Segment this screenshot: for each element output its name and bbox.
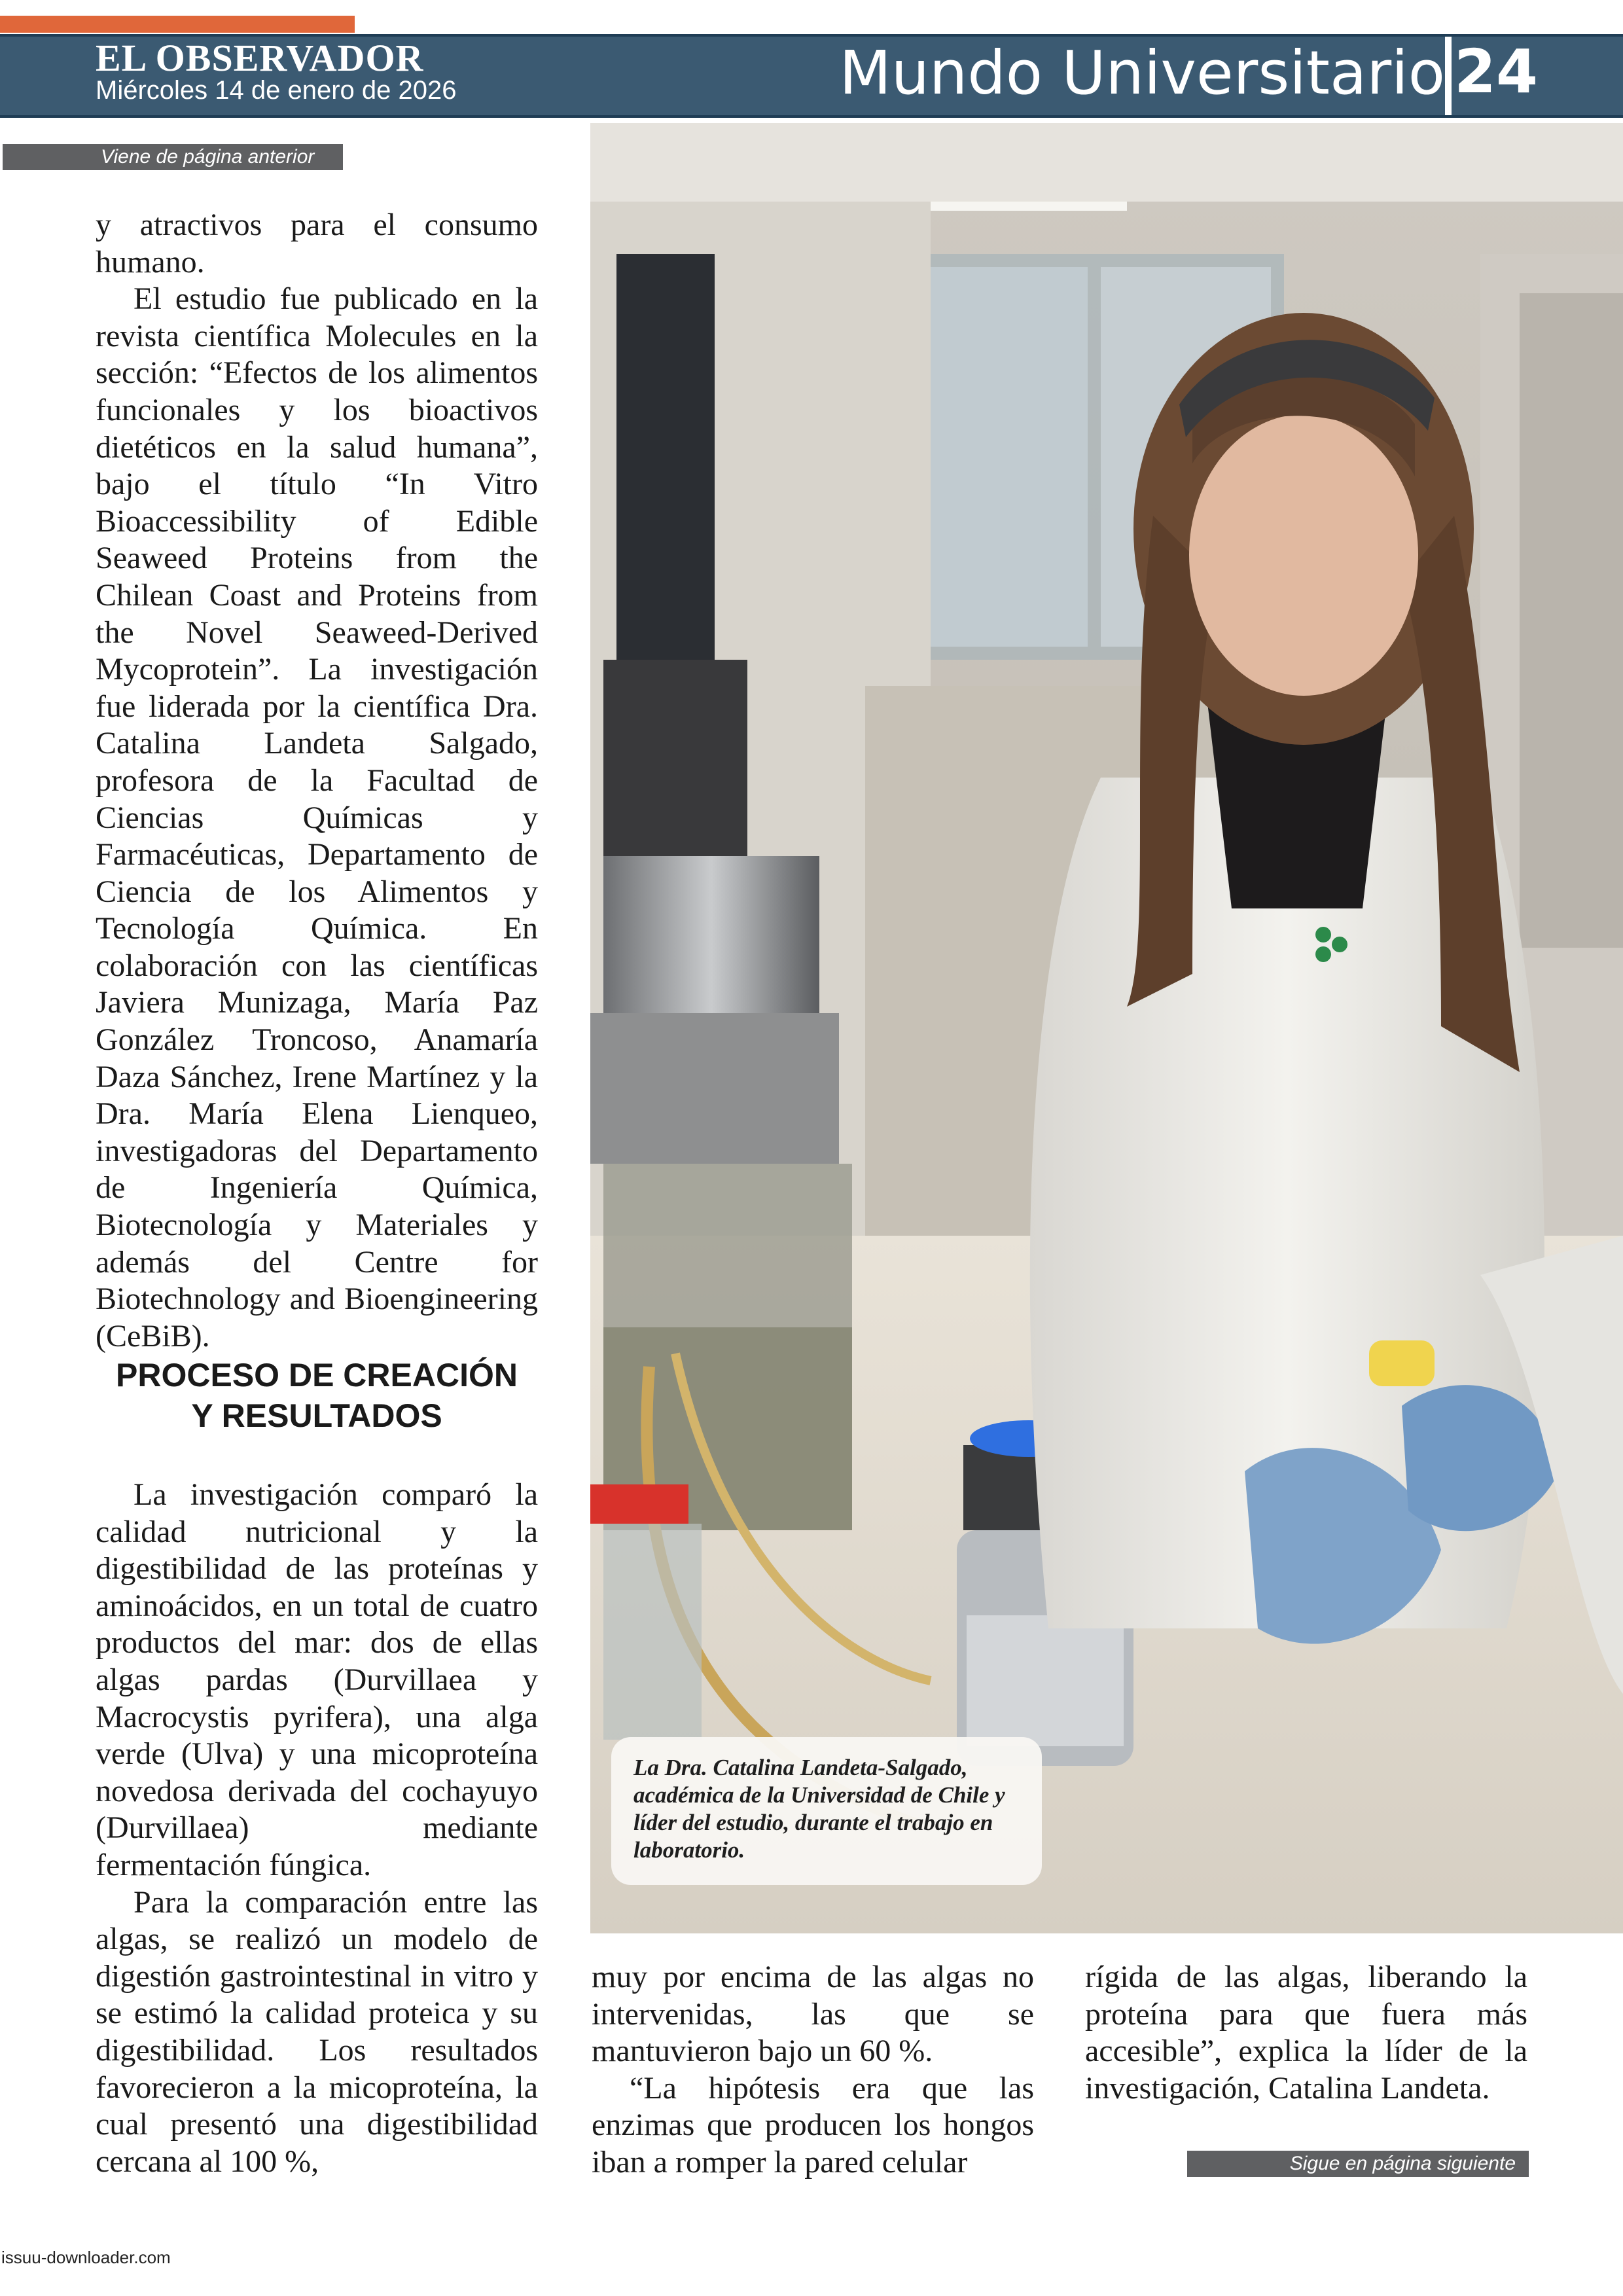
masthead: EL OBSERVADOR	[96, 37, 424, 79]
article-column-2	[592, 1959, 1034, 2181]
article-column-1-bottom	[96, 1477, 538, 2180]
issue-date: Miércoles 14 de enero de 2026	[96, 76, 457, 105]
header-divider	[1445, 37, 1452, 115]
subheading-line: Y RESULTADOS	[191, 1397, 442, 1434]
section-title: Mundo Universitario	[839, 38, 1445, 108]
paragraph: rígida de las algas, liberando la proteína para que fuera más accesible”, explica la líder de la investigación, Catalina Landeta.	[1085, 1960, 1527, 2106]
paragraph: y atractivos para el consumo humano.	[96, 207, 538, 279]
paragraph: El estudio fue publicado en la revista científica Molecules en la sección: “Efectos de los alimentos funcionales y los bioactivos dietéticos en la salud humana”, bajo el título “In Vitro Bioaccessibility of Edible Seaweed Proteins from the Chilean Coast and Proteins from the Novel Seaweed-Derived Mycoprotein”. La investigación fue liderada por la científica Dra. Catalina Landeta Salgado, profesora de la Facultad de Ciencias Químicas y Farmacéuticas, Departamento de Ciencia de los Alimentos y Tecnología Química. En colaboración con las científicas Javiera Munizaga, María Paz González Troncoso, Anamaría Daza Sánchez, Irene Martínez y la Dra. María Elena Lienqueo, investigadoras del Departamento de Ingeniería Química, Biotecnología y Materiales y además del Centre for Biotechnology and Bioengineering (CeBiB).	[96, 281, 538, 1354]
photo-caption: La Dra. Catalina Landeta-Salgado, académica de la Universidad de Chile y líder del estudio, durante el trabajo en laboratorio.	[611, 1737, 1042, 1885]
article-column-3	[1085, 1959, 1527, 2107]
page-number: 24	[1454, 37, 1539, 107]
source-watermark: issuu-downloader.com	[1, 2248, 171, 2267]
lab-photo	[590, 123, 1623, 1933]
subheading-line: PROCESO DE CREACIÓN	[116, 1357, 518, 1393]
header-accent-bar	[0, 16, 355, 33]
paragraph: “La hipótesis era que las enzimas que producen los hongos iban a romper la pared celular	[592, 2070, 1034, 2179]
article-column-1-top	[96, 207, 538, 1355]
continued-to-tag: Sigue en página siguiente	[1187, 2151, 1529, 2177]
paragraph: muy por encima de las algas no intervenidas, las que se mantuvieron bajo un 60 %.	[592, 1960, 1034, 2069]
section-subheading	[96, 1355, 538, 1436]
paragraph: Para la comparación entre las algas, se realizó un modelo de digestión gastrointestinal in vitro y se estimó la calidad proteica y su digestibilidad. Los resultados favorecieron a la micoproteína, la cual presentó una digestibilidad cercana al 100 %,	[96, 1884, 538, 2179]
paragraph: La investigación comparó la calidad nutricional y la digestibilidad de las proteínas y aminoácidos, en un total de cuatro productos del mar: dos de ellas algas pardas (Durvillaea y Macrocystis pyrifera), una alga verde (Ulva) y una micoproteína novedosa derivada del cochayuyo (Durvillaea) mediante fermentación fúngica.	[96, 1477, 538, 1882]
continued-from-tag: Viene de página anterior	[3, 144, 343, 170]
